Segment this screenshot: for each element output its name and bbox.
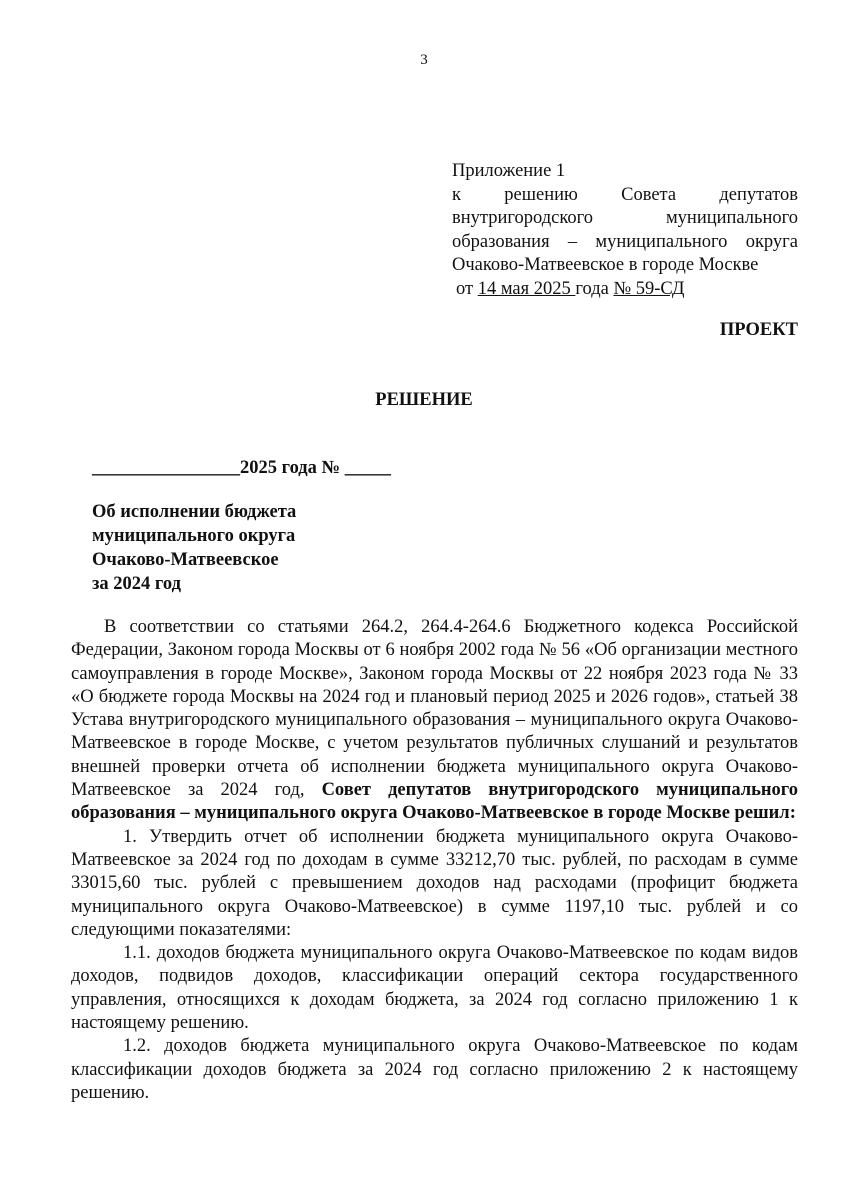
subject-line: Очаково-Матвеевское (92, 550, 279, 570)
decision-date-blank: ________________2025 года № _____ (92, 458, 391, 478)
preamble-resolution: Совет депутатов внутригородского муниципального образования – муниципального округа Очаково-Матвеевское в городе Москве решил: (71, 780, 798, 824)
subject-line: Об исполнении бюджета (92, 502, 297, 522)
appendix-line-entity: внутригородского муниципального (452, 208, 798, 228)
decision-subject (92, 500, 296, 596)
decision-body (71, 616, 798, 1105)
appendix-header (452, 160, 798, 301)
decision-title: РЕШЕНИЕ (375, 390, 473, 410)
appendix-date-line (452, 278, 798, 302)
appendix-line-city: Очаково-Матвеевское в городе Москве (452, 255, 759, 275)
subject-line: за 2024 год (92, 574, 181, 594)
appendix-date-mid: года (575, 278, 614, 299)
appendix-date-prefix: от (456, 278, 478, 299)
clause-1-2: 1.2. доходов бюджета муниципального округа Очаково-Матвеевское по кодам классификации доходов бюджета за 2024 год согласно приложению 2 к настоящему решению. (71, 1036, 798, 1103)
page-number: 3 (420, 52, 428, 68)
appendix-number: № 59-СД (613, 278, 685, 299)
appendix-title: Приложение 1 (452, 161, 566, 181)
appendix-line-decision: к решению Совета депутатов (452, 184, 798, 205)
clause-1: 1. Утвердить отчет об исполнении бюджета муниципального округа Очаково-Матвеевское за 2024 год по доходам в сумме 33212,70 тыс. рублей, по расходам в сумме 33015,60 тыс. рублей с превышением доходов над расходами (профицит бюджета муниципального округа Очаково-Матвеевское) в сумме 1197,10 тыс. рублей и со следующими показателями: (71, 826, 798, 940)
clause-1-1: 1.1. доходов бюджета муниципального округа Очаково-Матвеевское по кодам видов доходов, подвидов доходов, классификации операций сектора государственного управления, относящихся к доходам бюджета, за 2024 год согласно приложению 1 к настоящему решению. (71, 943, 798, 1034)
project-label: ПРОЕКТ (719, 320, 798, 340)
appendix-date: 14 мая 2025 (477, 278, 576, 299)
appendix-line-district: образования – муниципального округа (452, 231, 798, 252)
subject-line: муниципального округа (92, 526, 296, 546)
preamble-text: В соответствии со статьями 264.2, 264.4-264.6 Бюджетного кодекса Российской Федерации, Законом города Москвы от 6 ноября 2002 года № 56 «Об организации местного самоуправления в городе Москве», Законом города Москвы от 22 ноября 2023 года № 33 «О бюджете города Москвы на 2024 год и плановый период 2025 и 2026 годов», статьей 38 Устава внутригородского муниципального образования – муниципального округа Очаково-Матвеевское в городе Москве, с учетом результатов публичных слушаний и результатов внешней проверки отчета об исполнении бюджета муниципального округа Очаково-Матвеевское за 2024 год, (71, 617, 798, 801)
preamble-paragraph (71, 616, 798, 826)
